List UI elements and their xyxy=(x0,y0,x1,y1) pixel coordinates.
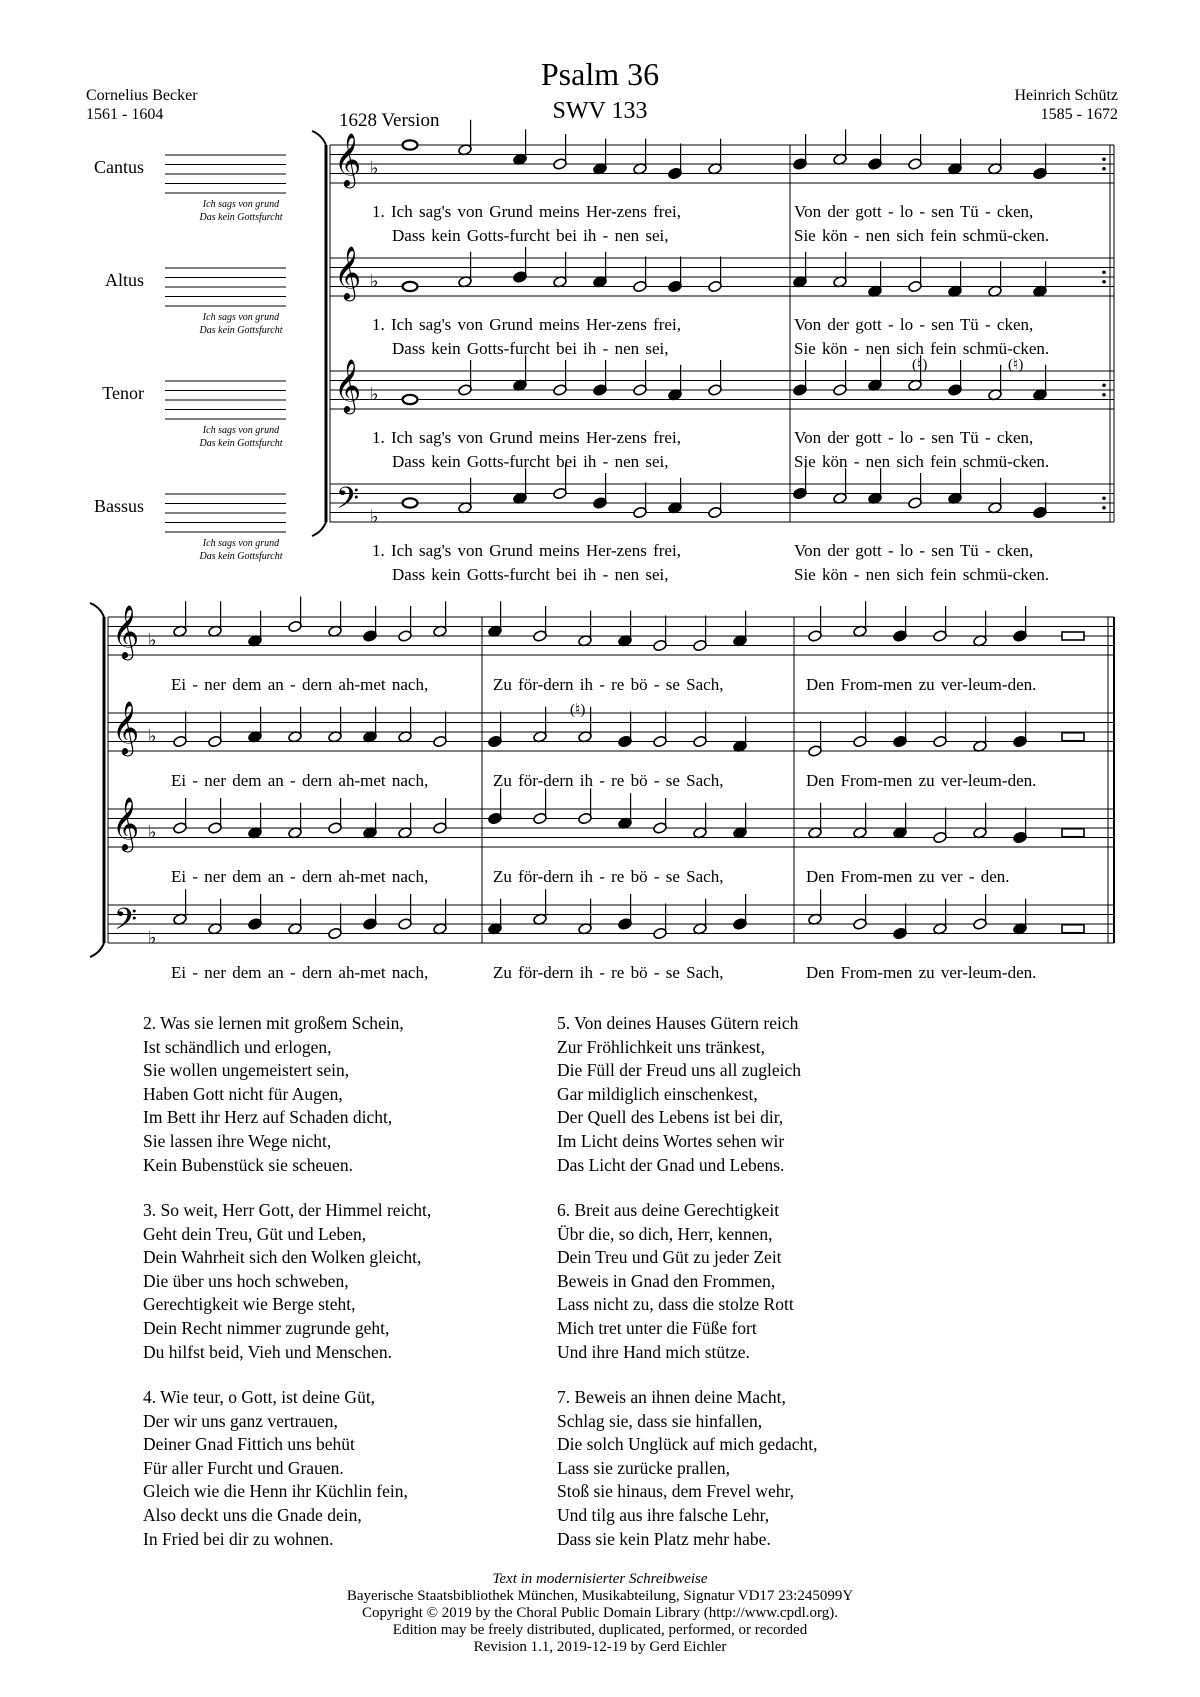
paren-natural-tenor-2: (♮) xyxy=(1008,357,1024,373)
bracket2-bottom-curl xyxy=(90,943,104,957)
voice-label-bassus: Bassus xyxy=(93,496,144,516)
key-flat-sys2-2: ♭ xyxy=(148,821,157,843)
lyric-bassus-line2-b: Sie kön - nen sich fein schmü-cken. xyxy=(794,565,1050,584)
repeat-dot xyxy=(1102,280,1106,284)
lyric2-bassus-m3: Den From-men zu ver-leum-den. xyxy=(806,963,1037,982)
lyric-altus-line2-a: Dass kein Gotts-furcht bei ih - nen sei, xyxy=(392,339,669,358)
footer xyxy=(0,1571,1200,1656)
lyric-tenor-line1-b: Von der gott - lo - sen Tü - cken, xyxy=(794,428,1034,447)
lyric-tenor-line2-b: Sie kön - nen sich fein schmü-cken. xyxy=(794,452,1050,471)
footer-note: Text in modernisierter Schreibweise xyxy=(492,1571,708,1587)
composer-dates: 1585 - 1672 xyxy=(1040,106,1118,123)
bracket-bottom-curl xyxy=(312,522,326,536)
lyric-cantus-line1-a: 1. Ich sag's von Grund meins Her-zens frei, xyxy=(372,202,681,221)
bass-clef-sys2-3: 𝄢 xyxy=(114,903,138,944)
repeat-dot xyxy=(1102,167,1106,171)
lyric2-altus-m3: Den From-men zu ver-leum-den. xyxy=(806,771,1037,790)
breve-note xyxy=(1062,733,1084,741)
lyric2-altus-m2: Zu för-dern ih - re bö - se Sach, xyxy=(493,771,724,790)
note-whole xyxy=(403,282,418,291)
note-whole xyxy=(403,140,418,149)
treble-clef-sys1-2: 𝄞 xyxy=(334,358,362,412)
lyric2-cantus-m3: Den From-men zu ver-leum-den. xyxy=(806,675,1037,694)
key-flat-sys2-1: ♭ xyxy=(148,725,157,747)
voice-label-tenor: Tenor xyxy=(102,383,144,403)
key-flat-sys1-0: ♭ xyxy=(370,157,379,179)
note-whole xyxy=(403,498,418,507)
lyric2-bassus-m2: Zu för-dern ih - re bö - se Sach, xyxy=(493,963,724,982)
version-label: 1628 Version xyxy=(339,110,440,131)
lyric-cantus-line1-b: Von der gott - lo - sen Tü - cken, xyxy=(794,202,1034,221)
lyric2-cantus-m1: Ei - ner dem an - dern ah-met nach, xyxy=(171,675,429,694)
lyric-altus-line2-b: Sie kön - nen sich fein schmü-cken. xyxy=(794,339,1050,358)
breve-note xyxy=(1062,829,1084,837)
breve-note xyxy=(1062,632,1084,640)
lyric-cantus-line2-a: Dass kein Gotts-furcht bei ih - nen sei, xyxy=(392,226,669,245)
incipit-text-bassus: Ich sags von grund Das kein Gottsfurcht xyxy=(199,538,283,562)
bracket-top-curl xyxy=(312,131,326,145)
bass-clef-sys1-3: 𝄢 xyxy=(336,482,360,523)
verse-6: 6. Breit aus deine Gerechtigkeit Übr die, so dich, Herr, kennen, Dein Treu und Güt zu jeder Zeit Beweis in Gnad den Frommen, Lass nicht zu, dass die stolze Rott Mich tret unter die Füße fort Und ihre Hand mich stütze. xyxy=(557,1200,794,1362)
treble-clef-sys1-1: 𝄞 xyxy=(334,245,362,299)
bracket2-top-curl xyxy=(90,603,104,617)
verse-7: 7. Beweis an ihnen deine Macht, Schlag sie, dass sie hinfallen, Die solch Unglück auf mich gedacht, Lass sie zurücke prallen, Stoß sie hinaus, dem Frevel wehr, Und tilg aus ihre falsche Lehr, Dass sie kein Platz mehr habe. xyxy=(557,1387,818,1549)
poet-dates: 1561 - 1604 xyxy=(86,106,164,123)
page-subtitle: SWV 133 xyxy=(552,98,648,124)
page-title: Psalm 36 xyxy=(540,56,660,92)
incipit-text-cantus: Ich sags von grund Das kein Gottsfurcht xyxy=(199,199,283,223)
voice-label-altus: Altus xyxy=(104,270,144,290)
lyric2-cantus-m2: Zu för-dern ih - re bö - se Sach, xyxy=(493,675,724,694)
key-flat-sys1-2: ♭ xyxy=(370,383,379,405)
voice-label-cantus: Cantus xyxy=(93,157,144,177)
footer-license: Edition may be freely distributed, duplicated, performed, or recorded xyxy=(392,1622,808,1638)
treble-clef-sys2-0: 𝄞 xyxy=(112,604,140,658)
paren-natural-tenor-1: (♮) xyxy=(912,357,928,373)
poet-name: Cornelius Becker xyxy=(86,87,198,104)
verse-3: 3. So weit, Herr Gott, der Himmel reicht, Geht dein Treu, Güt und Leben, Dein Wahrheit sich den Wolken gleicht, Die über uns hoch schweben, Gerechtigkeit wie Berge steht, Dein Recht nimmer zugrunde geht, Du hilfst beid, Vieh und Menschen. xyxy=(143,1200,432,1362)
treble-clef-sys2-1: 𝄞 xyxy=(112,700,140,754)
lyric2-tenor-m1: Ei - ner dem an - dern ah-met nach, xyxy=(171,867,429,886)
lyric-bassus-line1-b: Von der gott - lo - sen Tü - cken, xyxy=(794,541,1034,560)
repeat-dot xyxy=(1102,496,1106,500)
paren-natural-altus-sys2: (♮) xyxy=(570,702,586,718)
footer-source: Bayerische Staatsbibliothek München, Musikabteilung, Signatur VD17 23:245099Y xyxy=(346,1588,854,1604)
verse-4: 4. Wie teur, o Gott, ist deine Güt, Der wir uns ganz vertrauen, Deiner Gnad Fittich uns behüt Für aller Furcht und Grauen. Gleich wie die Henn ihr Küchlin fein, Also deckt uns die Gnade dein, In Fried bei dir zu wohnen. xyxy=(143,1387,408,1549)
lyric2-altus-m1: Ei - ner dem an - dern ah-met nach, xyxy=(171,771,429,790)
lyric-tenor-line2-a: Dass kein Gotts-furcht bei ih - nen sei, xyxy=(392,452,669,471)
composer-name: Heinrich Schütz xyxy=(1014,87,1118,104)
repeat-dot xyxy=(1102,383,1106,387)
lyric-bassus-line1-a: 1. Ich sag's von Grund meins Her-zens frei, xyxy=(372,541,681,560)
footer-revision: Revision 1.1, 2019-12-19 by Gerd Eichler xyxy=(473,1639,727,1655)
breve-note xyxy=(1062,925,1084,933)
lyric-bassus-line2-a: Dass kein Gotts-furcht bei ih - nen sei, xyxy=(392,565,669,584)
lyric2-tenor-m2: Zu för-dern ih - re bö - se Sach, xyxy=(493,867,724,886)
key-flat-sys2-3: ♭ xyxy=(148,927,157,949)
key-flat-sys2-0: ♭ xyxy=(148,629,157,651)
footer-copyright: Copyright © 2019 by the Choral Public Domain Library (http://www.cpdl.org). xyxy=(362,1605,838,1621)
lyric-cantus-line2-b: Sie kön - nen sich fein schmü-cken. xyxy=(794,226,1050,245)
key-flat-sys1-3: ♭ xyxy=(370,506,379,528)
incipit-text-tenor: Ich sags von grund Das kein Gottsfurcht xyxy=(199,425,283,449)
lyric2-tenor-m3: Den From-men zu ver - den. xyxy=(806,867,1010,886)
treble-clef-sys1-0: 𝄞 xyxy=(334,132,362,186)
repeat-dot xyxy=(1102,157,1106,161)
treble-clef-sys2-2: 𝄞 xyxy=(112,796,140,850)
repeat-dot xyxy=(1102,506,1106,510)
verse-5: 5. Von deines Hauses Gütern reich Zur Fröhlichkeit uns tränkest, Die Füll der Freud uns all zugleich Gar mildiglich einschenkest, Der Quell des Lebens ist bei dir, Im Licht deins Wortes sehen wir Das Licht der Gnad und Lebens. xyxy=(557,1013,801,1175)
lyric-altus-line1-b: Von der gott - lo - sen Tü - cken, xyxy=(794,315,1034,334)
lyric2-bassus-m1: Ei - ner dem an - dern ah-met nach, xyxy=(171,963,429,982)
repeat-dot xyxy=(1102,393,1106,397)
key-flat-sys1-1: ♭ xyxy=(370,270,379,292)
note-whole xyxy=(403,395,418,404)
repeat-dot xyxy=(1102,270,1106,274)
lyric-tenor-line1-a: 1. Ich sag's von Grund meins Her-zens frei, xyxy=(372,428,681,447)
verse-2: 2. Was sie lernen mit großem Schein, Ist schändlich und erlogen, Sie wollen ungemeistert sein, Haben Gott nicht für Augen, Im Bett ihr Herz auf Schaden dicht, Sie lassen ihre Wege nicht, Kein Bubenstück sie scheuen. xyxy=(143,1013,404,1175)
incipit-text-altus: Ich sags von grund Das kein Gottsfurcht xyxy=(199,312,283,336)
lyric-altus-line1-a: 1. Ich sag's von Grund meins Her-zens frei, xyxy=(372,315,681,334)
